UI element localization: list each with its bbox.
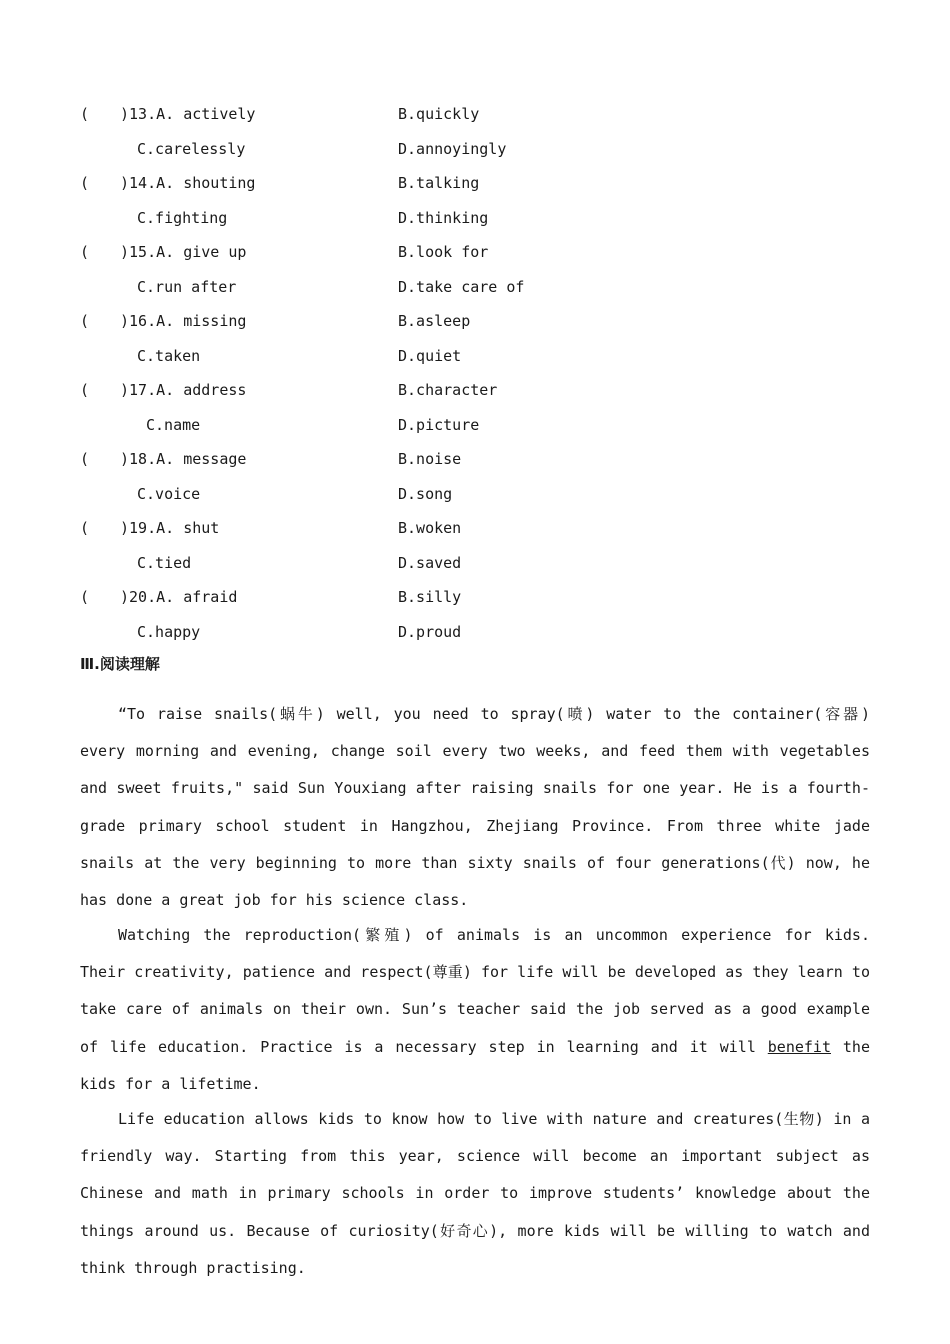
question-row bbox=[80, 583, 880, 618]
option-b: B.noise bbox=[398, 450, 462, 468]
question-number-option-a: )15.A. give up bbox=[120, 243, 247, 261]
question-row bbox=[80, 135, 880, 170]
option-c: C.fighting bbox=[137, 208, 228, 227]
question-number-option-a: )18.A. message bbox=[120, 450, 247, 468]
reading-paragraph-3: Life education allows kids to know how to live with nature and creatures(生物) in a friendly way. Starting from this year, science will become an important subject as Chinese and math in primary schools in order to improve students’ knowledge about the things around us. Because of curiosity(好奇心), more kids will be willing to watch and think through practising. bbox=[80, 1110, 870, 1277]
question-row bbox=[80, 169, 880, 204]
reading-paragraph-1: “To raise snails(蜗牛) well, you need to spray(喷) water to the container(容器) every morning and evening, change soil every two weeks, and feed them with vegetables and sweet fruits," said Sun Youxiang after raising snails for one year. He is a fourth-grade primary school student in Hangzhou, Zhejiang Province. From three white jade snails at the very beginning to more than sixty snails of four generations(代) now, he has done a great job for his science class. bbox=[80, 705, 870, 910]
option-b: B.asleep bbox=[398, 312, 471, 330]
question-row bbox=[80, 342, 880, 377]
question-row bbox=[80, 514, 880, 549]
option-c: C.run after bbox=[137, 277, 237, 296]
question-row bbox=[80, 376, 880, 411]
answer-blank[interactable]: ( bbox=[80, 105, 90, 123]
question-row bbox=[80, 480, 880, 515]
option-c: C.voice bbox=[137, 484, 201, 503]
option-d: D.quiet bbox=[398, 346, 462, 365]
option-b: B.talking bbox=[398, 174, 480, 192]
question-row bbox=[80, 238, 880, 273]
option-d: D.annoyingly bbox=[398, 139, 507, 158]
answer-blank[interactable]: ( bbox=[80, 519, 90, 537]
answer-blank[interactable]: ( bbox=[80, 588, 90, 606]
option-c: C.carelessly bbox=[137, 139, 246, 158]
question-row bbox=[80, 204, 880, 239]
option-d: D.song bbox=[398, 484, 453, 503]
option-b: B.silly bbox=[398, 588, 462, 606]
question-row bbox=[80, 273, 880, 308]
question-row bbox=[80, 307, 880, 342]
reading-paragraph-2 bbox=[80, 917, 870, 1103]
option-b: B.woken bbox=[398, 519, 462, 537]
question-number-option-a: )13.A. actively bbox=[120, 105, 256, 123]
option-b: B.character bbox=[398, 381, 498, 399]
answer-blank[interactable]: ( bbox=[80, 381, 90, 399]
option-b: B.quickly bbox=[398, 105, 480, 123]
question-row bbox=[80, 445, 880, 480]
option-d: D.take care of bbox=[398, 277, 525, 296]
option-d: D.thinking bbox=[398, 208, 489, 227]
option-d: D.proud bbox=[398, 622, 462, 641]
question-number-option-a: )17.A. address bbox=[120, 381, 247, 399]
question-row bbox=[80, 411, 880, 446]
answer-blank[interactable]: ( bbox=[80, 174, 90, 192]
answer-blank[interactable]: ( bbox=[80, 312, 90, 330]
question-row bbox=[80, 549, 880, 584]
paragraph-text: the kids for a lifetime. bbox=[80, 1037, 870, 1093]
question-row bbox=[80, 100, 880, 135]
paragraph-text: Watching the reproduction(繁殖) of animals is an uncommon experience for kids. Their creativity, patience and respect(尊重) for life will be developed as they learn to take care of animals on their own. Sun’s teacher said the job served as a good example of life education. Practice is a necessary step in learning and it will bbox=[80, 926, 870, 1056]
question-number-option-a: )20.A. afraid bbox=[120, 588, 238, 606]
question-number-option-a: )19.A. shut bbox=[120, 519, 220, 537]
question-list bbox=[80, 100, 880, 652]
option-b: B.look for bbox=[398, 243, 489, 261]
underlined-word: benefit bbox=[767, 1037, 831, 1056]
option-c: C.happy bbox=[137, 622, 201, 641]
question-row bbox=[80, 618, 880, 653]
question-number-option-a: )16.A. missing bbox=[120, 312, 247, 330]
answer-blank[interactable]: ( bbox=[80, 243, 90, 261]
option-d: D.picture bbox=[398, 415, 480, 434]
option-c: C.taken bbox=[137, 346, 201, 365]
answer-blank[interactable]: ( bbox=[80, 450, 90, 468]
option-d: D.saved bbox=[398, 553, 462, 572]
option-c: C.name bbox=[146, 415, 201, 434]
section-title: Ⅲ.阅读理解 bbox=[80, 655, 160, 673]
question-number-option-a: )14.A. shouting bbox=[120, 174, 256, 192]
option-c: C.tied bbox=[137, 553, 192, 572]
